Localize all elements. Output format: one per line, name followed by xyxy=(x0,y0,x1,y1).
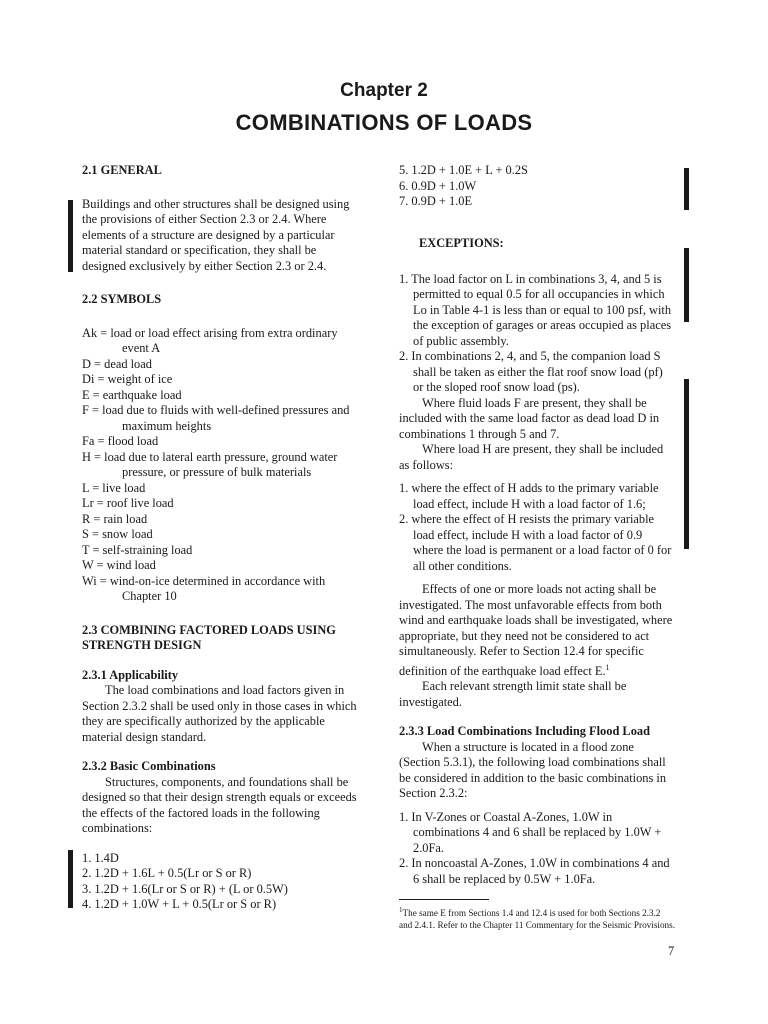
subsection-heading: 2.3.1 Applicability xyxy=(82,667,179,682)
symbol-item: D = dead load xyxy=(82,356,152,371)
limit-state-text: Each relevant strength limit state shall be investigated. xyxy=(399,679,627,709)
subsection-heading: 2.3.2 Basic Combinations xyxy=(82,759,216,773)
exception-item: 1. The load factor on L in combinations 3, 4, and 5 is permitted to equal 0.5 for all occupancies in which Lo in Table 4-1 is less than or equal to 100 psf, with the exception of garages or areas occupied as places of public assembly. xyxy=(399,271,672,348)
flood-combination-item: 2. In noncoastal A-Zones, 1.0W in combinations 4 and 6 shall be replaced by 0.5W + 1.0Fa. xyxy=(399,856,670,886)
right-column xyxy=(399,163,675,931)
combinations-list-continued xyxy=(399,163,675,210)
combination-item: 2. 1.2D + 1.6L + 0.5(Lr or S or R) xyxy=(82,866,252,880)
section-heading: 2.1 GENERAL xyxy=(82,163,162,177)
section-heading: 2.2 SYMBOLS xyxy=(82,292,162,306)
chapter-label: Chapter 2 xyxy=(340,80,428,101)
footnote xyxy=(399,904,675,931)
flood-combinations-list xyxy=(399,810,675,888)
change-bar xyxy=(684,379,689,549)
section-text: Buildings and other structures shall be designed using the provisions of either Section 2.3 or 2.4. Where elements of a structure are designed by a particular material standard or specification, they shall be designed exclusively by either Section 2.3 or 2.4. xyxy=(82,196,350,273)
combination-item: 5. 1.2D + 1.0E + L + 0.2S xyxy=(399,163,528,177)
symbol-item: E = earthquake load xyxy=(82,387,182,402)
symbol-item: T = self-straining load xyxy=(82,542,193,557)
footnote-marker: 1 xyxy=(605,662,610,672)
subsection-heading: 2.3.3 Load Combinations Including Flood Load xyxy=(399,724,650,739)
footnote-mark: 1 xyxy=(399,906,403,915)
h-loads-text: Where load H are present, they shall be included as follows: xyxy=(399,442,664,472)
fluid-loads-text: Where fluid loads F are present, they shall be included with the same load factor as dead load D in combinations 1 through 5 and 7. xyxy=(399,395,660,441)
footnote-rule xyxy=(399,899,489,900)
symbols-list xyxy=(82,326,358,605)
flood-combination-item: 1. In V-Zones or Coastal A-Zones, 1.0W in combinations 4 and 6 shall be replaced by 1.0W + 2.0Fa. xyxy=(399,809,662,855)
chapter-title: COMBINATIONS OF LOADS xyxy=(235,110,533,135)
subsection-text: Structures, components, and foundations shall be designed so that their design strength equals or exceeds the effects of the factored loads in the following combinations: xyxy=(82,774,357,835)
h-load-item: 1. where the effect of H adds to the primary variable load effect, include H with a load factor of 1.6; xyxy=(399,481,659,511)
page-number: 7 xyxy=(668,944,675,958)
combination-item: 7. 0.9D + 1.0E xyxy=(399,194,473,208)
symbol-item: Ak = load or load effect arising from extra ordinary event A xyxy=(82,325,338,355)
change-bar xyxy=(68,200,73,272)
symbol-item: L = live load xyxy=(82,480,146,495)
symbol-item: W = wind load xyxy=(82,558,156,572)
h-loads-list xyxy=(399,481,675,574)
combination-item: 3. 1.2D + 1.6(Lr or S or R) + (L or 0.5W) xyxy=(82,881,288,896)
change-bar xyxy=(684,248,689,322)
combination-item: 6. 0.9D + 1.0W xyxy=(399,178,477,193)
symbol-item: S = snow load xyxy=(82,527,153,541)
symbol-item: Di = weight of ice xyxy=(82,372,173,386)
footnote-text: The same E from Sections 1.4 and 12.4 is used for both Sections 2.3.2 and 2.4.1. Refer to the Chapter 11 Commentary for the Seismic Provisions. xyxy=(399,908,676,931)
exceptions-heading: EXCEPTIONS: xyxy=(419,235,504,250)
symbol-item: F = load due to fluids with well-defined pressures and maximum heights xyxy=(82,403,350,433)
symbol-item: Lr = roof live load xyxy=(82,496,174,510)
symbol-item: H = load due to lateral earth pressure, ground water pressure, or pressure of bulk materials xyxy=(82,449,338,479)
combination-item: 4. 1.2D + 1.0W + L + 0.5(Lr or S or R) xyxy=(82,897,277,911)
exception-item: 2. In combinations 2, 4, and 5, the companion load S shall be taken as either the flat roof snow load (pf) or the sloped roof snow load (ps). xyxy=(399,349,663,395)
change-bar xyxy=(684,168,689,210)
left-column xyxy=(82,163,358,913)
combinations-list xyxy=(82,851,358,913)
combination-item: 1. 1.4D xyxy=(82,850,119,865)
symbol-item: R = rain load xyxy=(82,511,148,526)
h-load-item: 2. where the effect of H resists the primary variable load effect, include H with a load factor of 0.9 where the load is permanent or a load factor of 0 for all other conditions. xyxy=(399,512,672,573)
change-bar xyxy=(68,850,73,908)
symbol-item: Fa = flood load xyxy=(82,434,159,448)
subsection-text: When a structure is located in a flood zone (Section 5.3.1), the following load combinations shall be considered in addition to the basic combinations in Section 2.3.2: xyxy=(399,739,667,801)
section-heading: 2.3 COMBINING FACTORED LOADS USING STRENGTH DESIGN xyxy=(82,622,336,652)
subsection-text: The load combinations and load factors given in Section 2.3.2 shall be used only in those cases in which they are specifically authorized by the applicable material design standard. xyxy=(82,683,357,744)
symbol-item: Wi = wind-on-ice determined in accordance with Chapter 10 xyxy=(82,573,326,603)
effects-text-body: Effects of one or more loads not acting shall be investigated. The most unfavorable effects from both wind and earthquake loads shall be investigated, where appropriate, but they need not be considered to act simultaneously. Refer to Section 12.4 for specific definition of the earthquake load effect E. xyxy=(399,582,673,678)
exceptions-list xyxy=(399,272,675,396)
effects-text xyxy=(399,582,675,679)
